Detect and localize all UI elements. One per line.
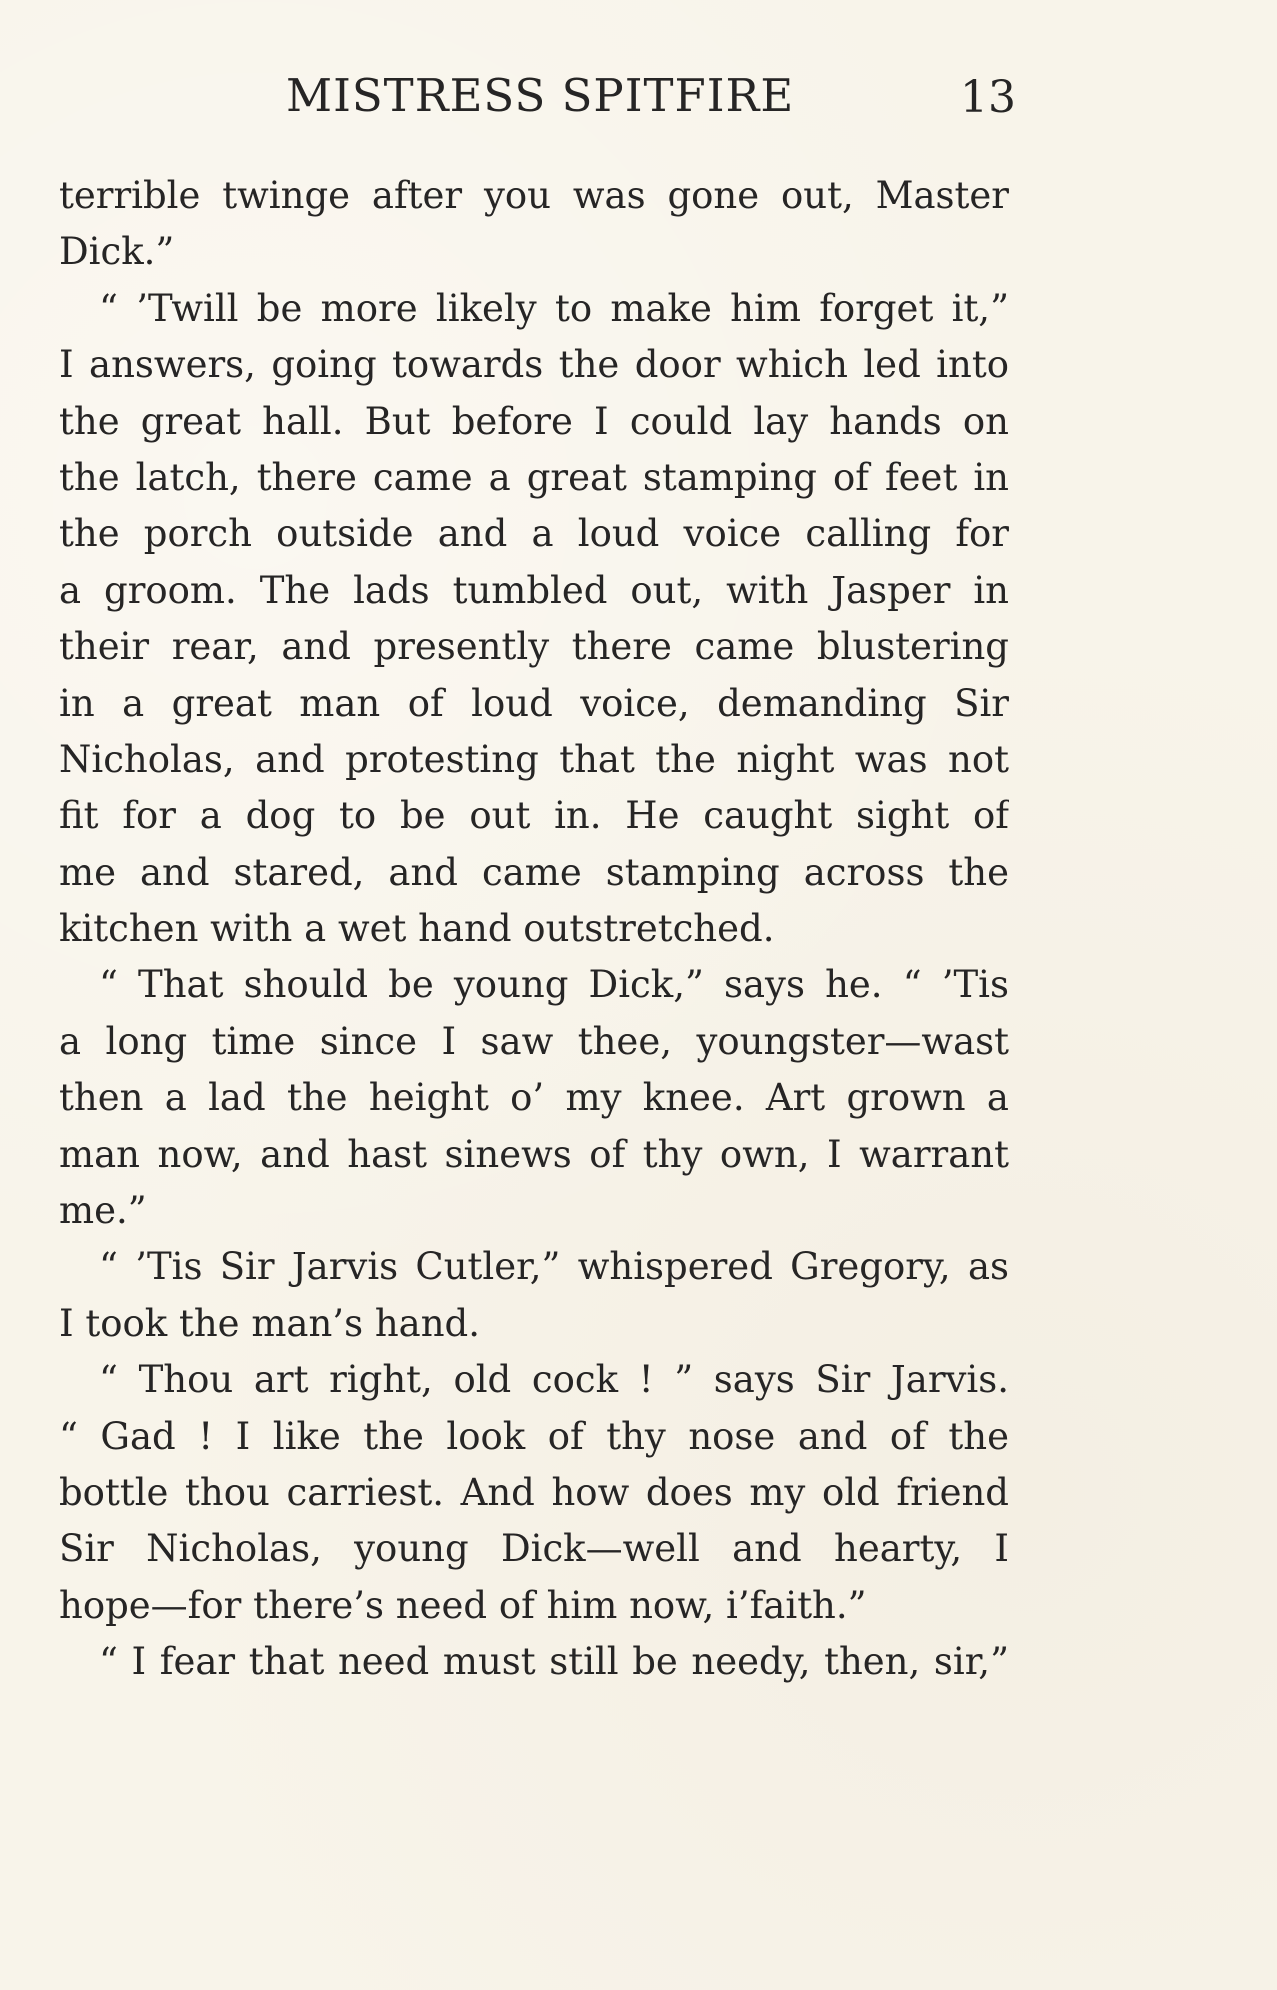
text-line: bottle thou carriest. And how does my old friend	[59, 1470, 1009, 1514]
text-line: I answers, going towards the door which led into	[59, 343, 1009, 387]
text-line: “ That should be young Dick,” says he. “ ’Tis	[99, 963, 1009, 1007]
running-title: MISTRESS SPITFIRE	[286, 69, 795, 122]
text-line: the porch outside and a loud voice calling for	[59, 512, 1009, 556]
text-line: man now, and hast sinews of thy own, I warrant	[59, 1132, 1009, 1176]
text-line: then a lad the height o’ my knee. Art grown a	[59, 1076, 1009, 1120]
text-line: in a great man of loud voice, demanding Sir	[59, 681, 1009, 725]
text-line: “ I fear that need must still be needy, then, sir,”	[99, 1640, 1009, 1684]
text-line: a long time since I saw thee, youngster—wast	[59, 1019, 1009, 1063]
text-line: hope—for there’s need of him now, i’faith.”	[59, 1583, 867, 1627]
text-line: Dick.”	[59, 230, 175, 274]
text-line: a groom. The lads tumbled out, with Jasper in	[59, 568, 1009, 612]
text-line: terrible twinge after you was gone out, Master	[59, 174, 1009, 217]
text-line: “ Thou art right, old cock ! ” says Sir Jarvis.	[99, 1358, 1009, 1402]
text-line: fit for a dog to be out in. He caught sight of	[59, 794, 1009, 838]
page-header	[0, 66, 1277, 126]
text-line: me and stared, and came stamping across the	[59, 850, 1009, 894]
text-line: the latch, there came a great stamping of feet in	[59, 455, 1009, 499]
text-line: Nicholas, and protesting that the night was not	[59, 737, 1009, 781]
page-number: 13	[960, 72, 1016, 123]
text-line: their rear, and presently there came blustering	[59, 625, 1009, 669]
text-line: “ Gad ! I like the look of thy nose and of the	[59, 1414, 1009, 1458]
text-line: kitchen with a wet hand outstretched.	[59, 907, 775, 951]
text-line: “ ’Tis Sir Jarvis Cutler,” whispered Gregory, as	[99, 1245, 1009, 1289]
text-line: me.”	[59, 1189, 147, 1233]
text-line: the great hall. But before I could lay hands on	[59, 399, 1009, 443]
text-line: “ ’Twill be more likely to make him forget it,”	[99, 286, 1009, 330]
body-text	[59, 168, 1009, 1691]
text-line: I took the man’s hand.	[59, 1301, 480, 1345]
text-line: Sir Nicholas, young Dick—well and hearty, I	[59, 1527, 1009, 1571]
